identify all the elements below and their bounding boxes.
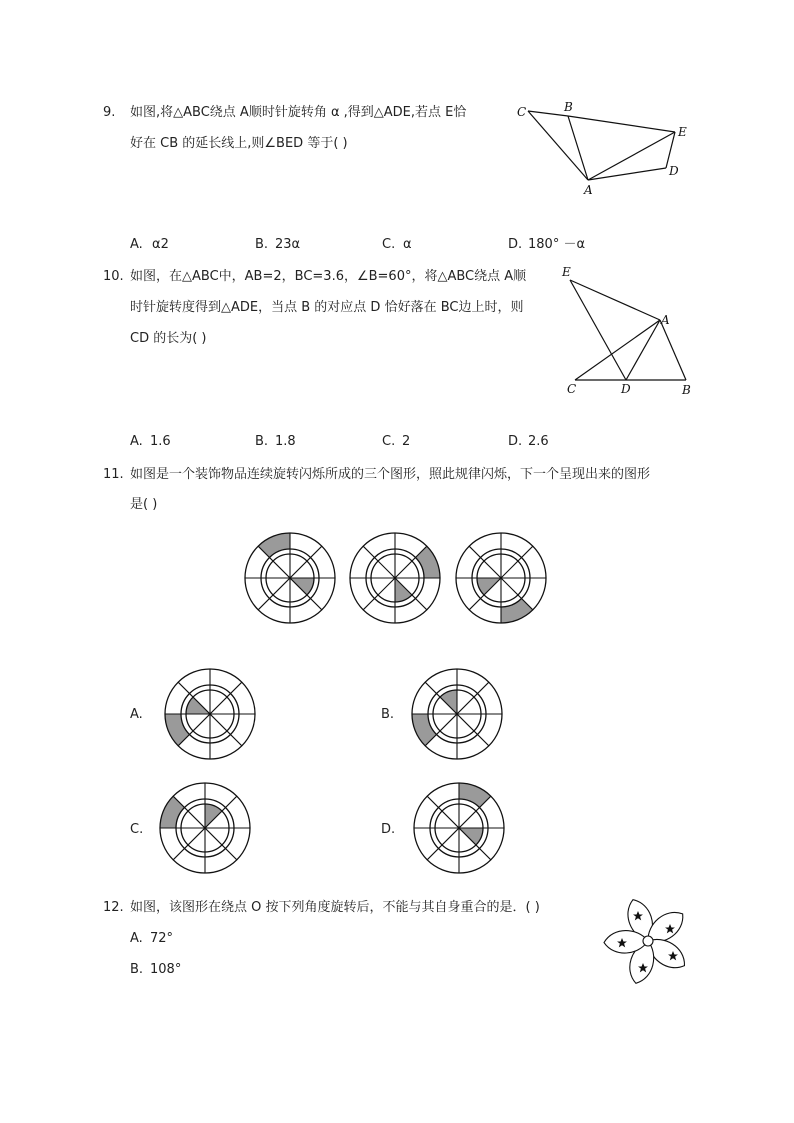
q11-line-1: 如图是一个装饰物品连续旋转闪烁所成的三个图形，照此规律闪烁，下一个呈现出来的图形 bbox=[130, 467, 651, 482]
q10-line-3: CD 的长为( ) bbox=[130, 331, 207, 346]
q10-label-e: E bbox=[562, 265, 571, 279]
q11-option-b-wheel bbox=[412, 669, 502, 759]
q9-option-d-text: 180° －α bbox=[528, 237, 586, 252]
q9-line-2: 好在 CB 的延长线上,则∠BED 等于( ) bbox=[130, 136, 348, 151]
q10-label-b: B bbox=[682, 383, 691, 397]
q11-option-a-letter: A. bbox=[130, 707, 143, 722]
q9-label-b: B bbox=[564, 100, 573, 114]
q11-number: 11. bbox=[103, 467, 124, 482]
q9-option-d-letter: D. bbox=[508, 237, 523, 252]
shaded-inner-sector bbox=[186, 697, 210, 714]
q9-option-c-text: α bbox=[403, 237, 412, 252]
q9-label-d: D bbox=[669, 164, 679, 178]
q11-option-b-letter: B. bbox=[381, 707, 395, 722]
q12-option-b-text: 108° bbox=[150, 962, 182, 977]
q10-option-a-letter: A. bbox=[130, 434, 143, 449]
q10-number: 10. bbox=[103, 269, 124, 284]
shaded-inner-sector bbox=[459, 828, 483, 845]
shaded-inner-sector bbox=[395, 578, 412, 602]
shaded-inner-sector bbox=[477, 578, 501, 595]
q9-line-1: 如图,将△ABC绕点 A顺时针旋转角 α ,得到△ADE,若点 E恰 bbox=[130, 105, 467, 120]
q10-option-c-text: 2 bbox=[402, 434, 411, 449]
q9-label-c: C bbox=[517, 105, 527, 119]
q9-option-b-letter: B. bbox=[255, 237, 269, 252]
q11-option-a-wheel bbox=[165, 669, 255, 759]
q12-line-1: 如图，该图形在绕点 O 按下列角度旋转后，不能与其自身重合的是．( ) bbox=[130, 900, 540, 915]
q9-option-b-text: 23α bbox=[275, 237, 301, 252]
q11-wheel-2 bbox=[350, 533, 440, 623]
q9-option-a-text: α2 bbox=[152, 237, 169, 252]
q10-option-d-text: 2.6 bbox=[528, 434, 549, 449]
q9-label-e: E bbox=[678, 125, 687, 139]
q10-label-d: D bbox=[621, 382, 631, 396]
q11-option-d-letter: D. bbox=[381, 822, 396, 837]
q11-option-c-wheel bbox=[160, 783, 250, 873]
q11-line-2: 是( ) bbox=[130, 497, 158, 512]
q12-number: 12. bbox=[103, 900, 124, 915]
q10-line-1: 如图，在△ABC中，AB=2，BC=3.6，∠B=60°，将△ABC绕点 A顺 bbox=[130, 269, 527, 284]
q10-option-a-text: 1.6 bbox=[150, 434, 171, 449]
q11-wheel-3 bbox=[456, 533, 546, 623]
q9-option-c-letter: C. bbox=[382, 237, 396, 252]
q11-wheel-1 bbox=[245, 533, 335, 623]
q12-option-b-letter: B. bbox=[130, 962, 144, 977]
q11-option-c-letter: C. bbox=[130, 822, 144, 837]
shaded-inner-sector bbox=[290, 578, 314, 595]
q9-number: 9. bbox=[103, 105, 116, 120]
q10-option-b-text: 1.8 bbox=[275, 434, 296, 449]
q12-flower-figure bbox=[598, 893, 694, 989]
q10-label-c: C bbox=[567, 382, 577, 396]
q9-option-a-letter: A. bbox=[130, 237, 143, 252]
q10-option-b-letter: B. bbox=[255, 434, 269, 449]
q10-option-d-letter: D. bbox=[508, 434, 523, 449]
q11-option-d-wheel bbox=[414, 783, 504, 873]
shaded-inner-sector bbox=[205, 804, 222, 828]
q10-option-c-letter: C. bbox=[382, 434, 396, 449]
q12-option-a-letter: A. bbox=[130, 931, 143, 946]
shaded-inner-sector bbox=[440, 690, 457, 714]
q9-label-a: A bbox=[584, 183, 593, 197]
q10-line-2: 时针旋转度得到△ADE，当点 B 的对应点 D 恰好落在 BC边上时，则 bbox=[130, 300, 524, 315]
q12-option-a-text: 72° bbox=[150, 931, 174, 946]
q10-label-a: A bbox=[661, 313, 670, 327]
